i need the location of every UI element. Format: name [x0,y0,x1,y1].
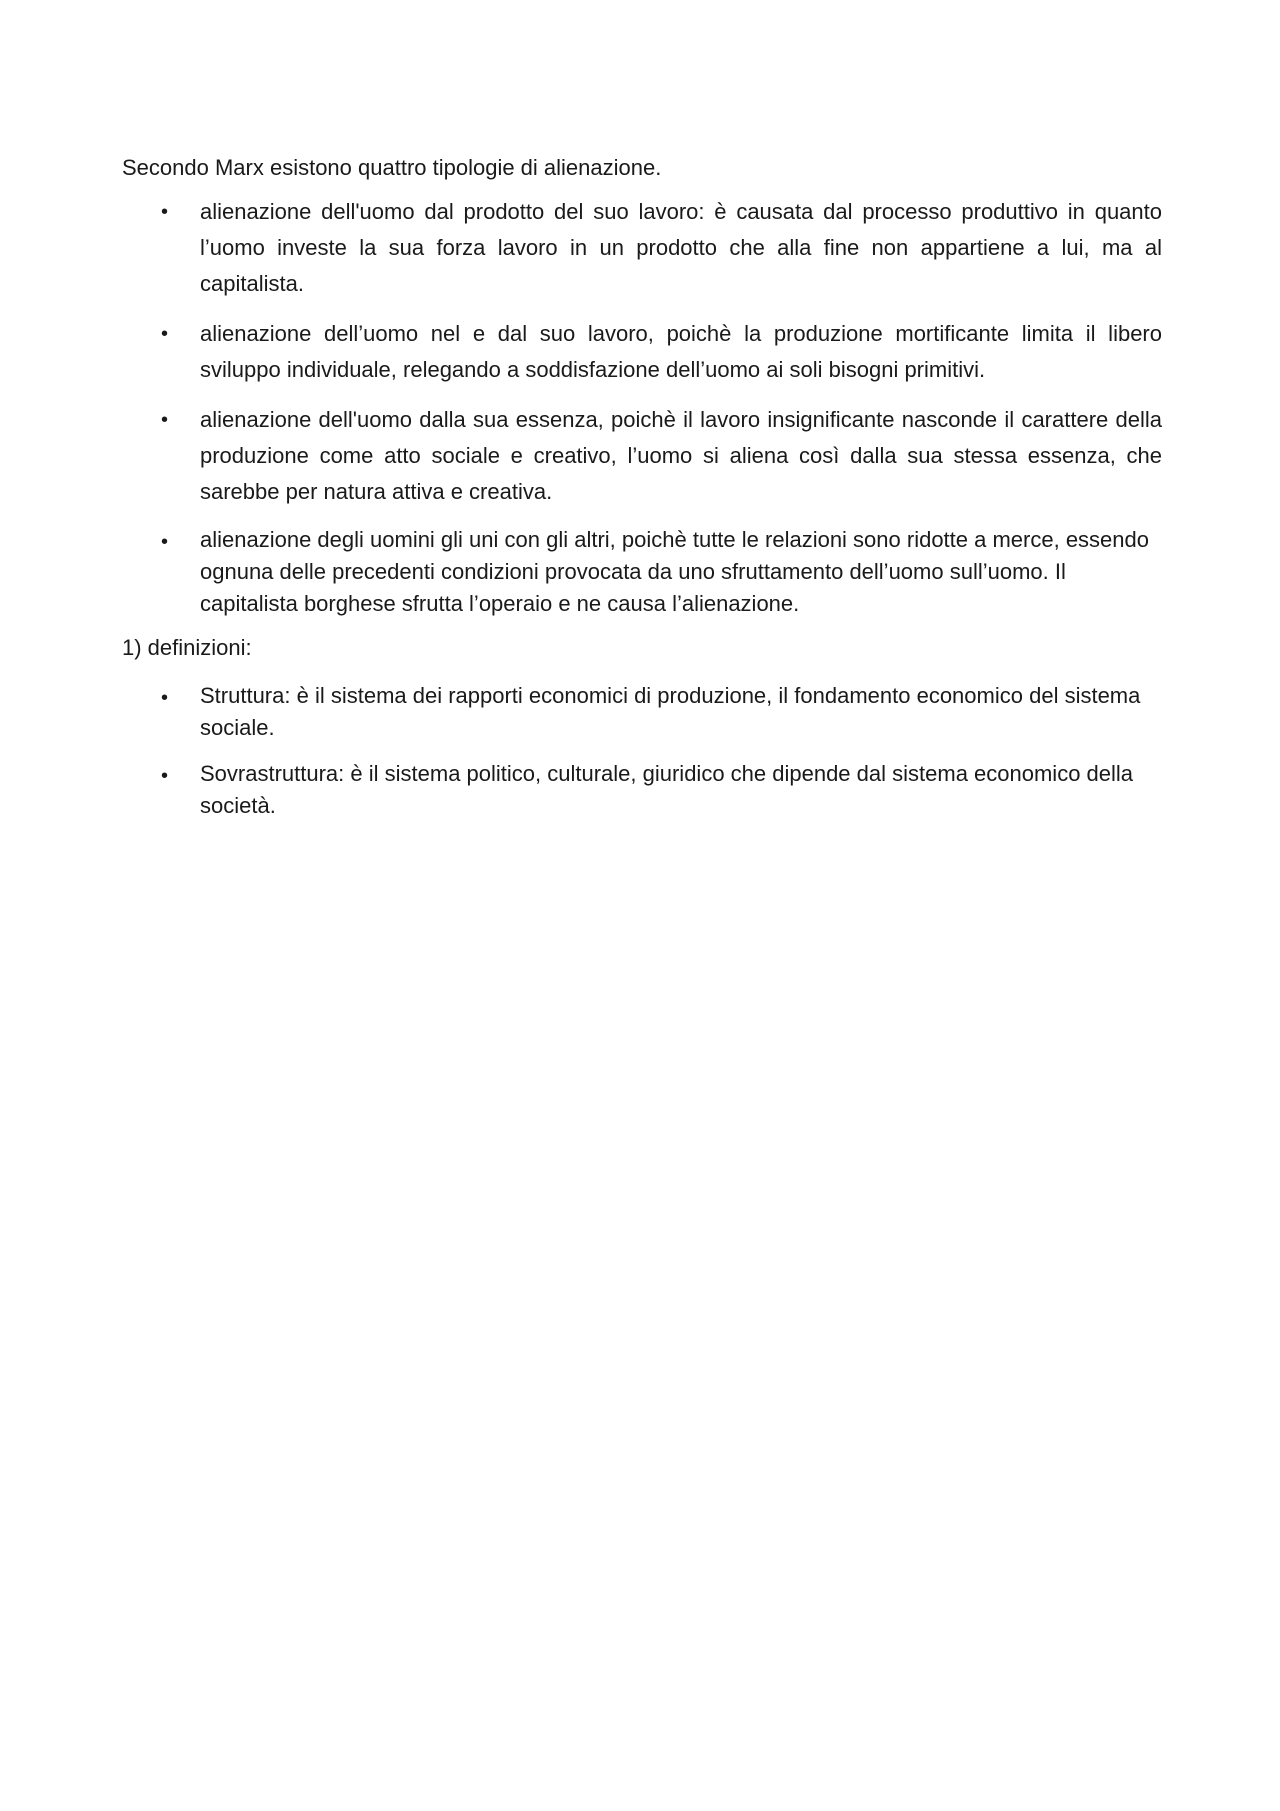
list-item [122,316,1162,388]
alienation-list [122,194,1162,620]
list-item-text: Struttura: è il sistema dei rapporti economici di produzione, il fondamento economico del sistema sociale. [200,683,1141,740]
definitions-list [122,680,1162,822]
bullet-icon: • [161,201,169,223]
bullet-icon: • [161,531,169,553]
intro-paragraph: Secondo Marx esistono quattro tipologie di alienazione. [122,155,662,180]
list-item [122,194,1162,302]
list-item [122,524,1162,620]
list-item-text: alienazione dell'uomo dal prodotto del suo lavoro: è causata dal processo produttivo in quanto l’uomo investe la sua forza lavoro in un prodotto che alla fine non appartiene a lui, ma al capitalista. [200,199,1162,296]
list-item [122,402,1162,510]
bullet-icon: • [161,765,169,787]
list-item-text: alienazione dell'uomo dalla sua essenza, poichè il lavoro insignificante nasconde il carattere della produzione come atto sociale e creativo, l’uomo si aliena così dalla sua stessa essenza, che sarebbe per natura attiva e creativa. [200,407,1162,504]
bullet-icon: • [161,409,169,431]
list-item-text: Sovrastruttura: è il sistema politico, culturale, giuridico che dipende dal sistema economico della società. [200,761,1134,818]
list-item [122,680,1162,744]
bullet-icon: • [161,323,169,345]
list-item [122,758,1162,822]
list-item-text: alienazione degli uomini gli uni con gli altri, poichè tutte le relazioni sono ridotte a merce, essendo ognuna delle precedenti condizioni provocata da uno sfruttamento dell’uomo sull’uomo. Il capitalista borghese sfrutta l’operaio e ne causa l’alienazione. [200,527,1149,616]
bullet-icon: • [161,687,169,709]
list-item-text: alienazione dell’uomo nel e dal suo lavoro, poichè la produzione mortificante limita il libero sviluppo individuale, relegando a soddisfazione dell’uomo ai soli bisogni primitivi. [200,321,1162,382]
definitions-heading: 1) definizioni: [122,635,252,660]
document-body [122,150,1162,822]
